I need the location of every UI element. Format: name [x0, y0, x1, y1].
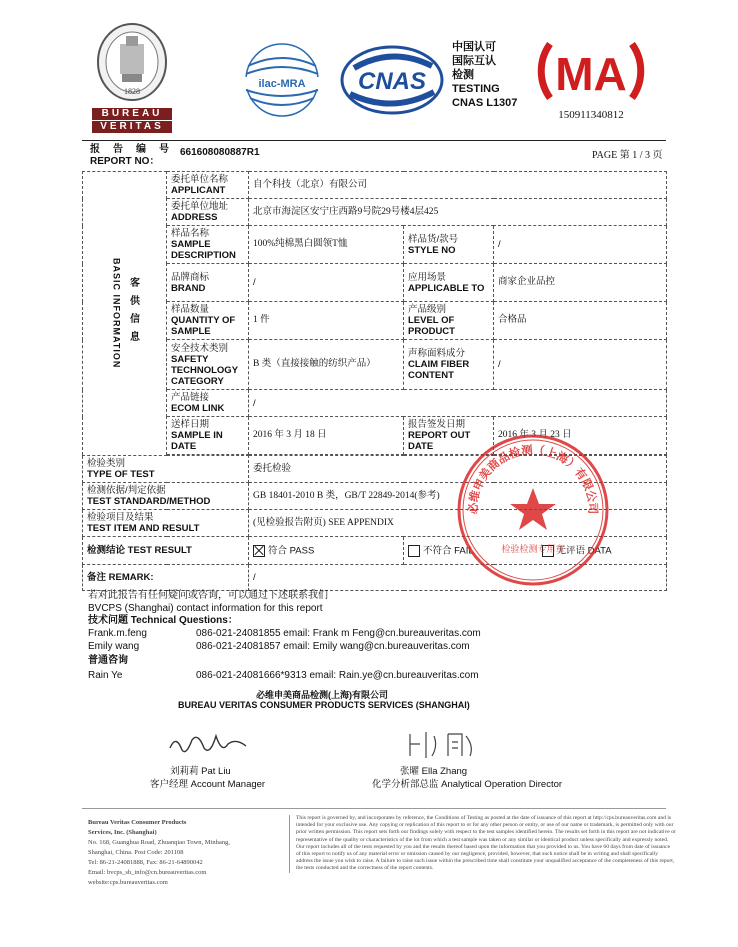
- safety-value: B 类（直接接触的纺织产品）: [249, 340, 404, 390]
- svg-text:ilac-MRA: ilac-MRA: [258, 78, 306, 90]
- company-name-cn: 必维申美商品检测(上海)有限公司: [256, 690, 388, 700]
- result-nodata-text: 无评语 DATA: [556, 545, 612, 557]
- svg-text:必维申美商品检测（上海）有限公司: 必维申美商品检测（上海）有限公司: [465, 442, 601, 515]
- applicable-label: 应用场景 APPLICABLE TO: [404, 264, 494, 302]
- official-red-stamp: [455, 432, 611, 588]
- claim-value: /: [494, 340, 667, 390]
- cma-mark-icon: [536, 38, 646, 104]
- report-no-label-cn: 报告编号: [90, 144, 182, 155]
- footer-line-6: Email: bvcps_sh_info@cn.bureauveritas.com: [88, 869, 207, 876]
- report-out-value: 2016 年 3 月 23 日: [494, 417, 667, 455]
- svg-text:1828: 1828: [124, 87, 140, 96]
- footer-company-info: [88, 818, 278, 888]
- result-pass-text: 符合 PASS: [268, 545, 315, 557]
- remark-value: /: [249, 565, 667, 591]
- bv-seal-icon: [92, 22, 172, 106]
- cnas-accreditation-text: [452, 40, 542, 110]
- contact-info-2: 086-021-24081857 email: Emily wang@cn.bureauveritas.com: [196, 641, 470, 652]
- footer-line-3: No. 168, Guanghua Road, Zhuanqiao Town, Minhang,: [88, 839, 230, 846]
- test-item-value: (见检验报告附页) SEE APPENDIX: [249, 510, 667, 537]
- sample-desc-label: 样品名称 SAMPLE DESCRIPTION: [167, 226, 249, 264]
- signer-left-title: 客户经理 Account Manager: [150, 779, 266, 790]
- test-standard-value: GB 18401-2010 B 类，GB/T 22849-2014(参考): [249, 483, 667, 510]
- applicable-value: 商家企业品控: [494, 264, 667, 302]
- svg-text:MA: MA: [555, 48, 627, 100]
- page-indicator: PAGE 第 1 / 3 页: [592, 150, 663, 161]
- ilac-globe-icon: [236, 40, 328, 122]
- footer-line-2: Services, Inc. (Shanghai): [88, 829, 157, 836]
- general-inquiry-heading: 普通咨询: [88, 655, 128, 666]
- contact-name-3: Rain Ye: [88, 670, 123, 681]
- footer-divider: [82, 808, 666, 809]
- stamp-seal-icon: [455, 432, 611, 588]
- footer-line-4: Shanghai, China. Post Code: 201108: [88, 849, 184, 856]
- test-type-label: 检验类别 TYPE OF TEST: [83, 456, 249, 483]
- bv-name-line1: BUREAU: [92, 108, 172, 120]
- cnas-cn-line2: 国际互认: [452, 55, 496, 67]
- ecom-value: /: [249, 390, 667, 417]
- result-pass-option[interactable]: [249, 537, 404, 565]
- sample-desc-value: 100%纯棉黑白圆领T恤: [249, 226, 404, 264]
- test-result-label: 检测结论 TEST RESULT: [83, 537, 249, 565]
- ecom-label: 产品链接 ECOM LINK: [167, 390, 249, 417]
- sample-in-label: 送样日期 SAMPLE IN DATE: [167, 417, 249, 455]
- basic-info-side-label: [83, 172, 167, 456]
- level-label: 产品级别 LEVEL OF PRODUCT: [404, 302, 494, 340]
- claim-label: 声称面料成分 CLAIM FIBER CONTENT: [404, 340, 494, 390]
- svg-text:检验检测专用章: 检验检测专用章: [501, 545, 565, 555]
- test-type-value: 委托检验: [249, 456, 667, 483]
- safety-label: 安全技术类别 SAFETY TECHNOLOGY CATEGORY: [167, 340, 249, 390]
- cma-number: 150911340812: [558, 109, 624, 121]
- quantity-label: 样品数量 QUANTITY OF SAMPLE: [167, 302, 249, 340]
- footer-line-7: website:cps.bureauveritas.com: [88, 879, 168, 886]
- cnas-en-line1: TESTING: [452, 83, 500, 95]
- bv-name-line2: VERITAS: [92, 121, 172, 133]
- remark-label: 备注 REMARK:: [83, 565, 249, 591]
- applicant-label: 委托单位名称 APPLICANT: [167, 172, 249, 199]
- signature-ella-zhang: [404, 726, 484, 762]
- basic-info-en: BASIC INFORMATION: [111, 258, 122, 369]
- cnas-cn-line3: 检测: [452, 69, 474, 81]
- test-standard-label: 检测依据/判定依据 TEST STANDARD/METHOD: [83, 483, 249, 510]
- tech-questions-heading: 技术问题 Technical Questions：: [88, 615, 238, 626]
- brand-value: /: [249, 264, 404, 302]
- signature-pat-liu: [166, 726, 250, 762]
- footer-line-1: Bureau Veritas Consumer Products: [88, 819, 187, 826]
- address-value: 北京市海淀区安宁庄西路9号院29号楼4层425: [249, 199, 667, 226]
- brand-label: 品牌商标 BRAND: [167, 264, 249, 302]
- footer-line-5: Tel: 86-21-24081888, Fax: 86-21-64890042: [88, 859, 203, 866]
- contact-info-3: 086-021-24081666*9313 email: Rain.ye@cn.bureauveritas.com: [196, 670, 479, 681]
- contact-info-1: 086-021-24081855 email: Frank m Feng@cn.bureauveritas.com: [196, 628, 481, 639]
- cnas-en-line2: CNAS L1307: [452, 97, 518, 109]
- quantity-value: 1 件: [249, 302, 404, 340]
- cma-logo: [536, 38, 646, 120]
- svg-text:CNAS: CNAS: [357, 68, 427, 95]
- sample-in-value: 2016 年 3 月 18 日: [249, 417, 404, 455]
- style-no-value: /: [494, 226, 667, 264]
- address-label: 委托单位地址 ADDRESS: [167, 199, 249, 226]
- signer-right-name: 张曜 Ella Zhang: [400, 766, 468, 777]
- ilac-mra-logo: [236, 40, 328, 122]
- contact-name-1: Frank.m.feng: [88, 628, 147, 639]
- result-fail-text: 不符合 FAIL: [423, 545, 474, 557]
- company-name-en: BUREAU VERITAS CONSUMER PRODUCTS SERVICES (SHANGHAI): [178, 700, 470, 710]
- contact-intro-en: BVCPS (Shanghai) contact information for this report: [88, 603, 323, 614]
- footer-legal-disclaimer: This report is governed by, and incorporates by reference, the Conditions of Testing as posted at the date of issuance of this report at http://cps.bureauveritas.com and is intended for your exclusive use. Any copying or replication of this report to or for any other person or entity, or use of our name or trademark, is permitted only with our prior written permission. This report sets forth our findings solely with respect to the test samples identified herein. The results set forth in this report are not indicative or representative of the quality or characteristics of the lot from which a test sample was taken or any similar or identical product unless specifically and expressly noted. Our report includes all of the tests requested by you and the results thereof based upon the information that you provided to us. You have 60 days from date of issuance of this report to notify us of any material error or omission caused by our negligence, provided, however, that such notice shall be in writing and shall specifically address the issue you wish to raise. A failure to raise such issue within the prescribed time shall constitute your unqualified acceptance of the completeness of this report, the tests conducted and the correctness of the report contents.: [289, 815, 676, 873]
- style-no-label: 样品货/款号 STYLE NO: [404, 226, 494, 264]
- level-value: 合格品: [494, 302, 667, 340]
- bureau-veritas-logo: [92, 22, 172, 130]
- contact-intro-cn: 若对此报告有任何疑问或咨询，可以通过下述联系我们: [88, 590, 328, 601]
- signer-right-title: 化学分析部总监 Analytical Operation Director: [372, 779, 563, 790]
- applicant-value: 自个科技（北京）有限公司: [249, 172, 667, 199]
- pass-checkbox[interactable]: [253, 545, 265, 557]
- test-item-label: 检验项目及结果 TEST ITEM AND RESULT: [83, 510, 249, 537]
- cnas-logo: [340, 44, 444, 116]
- signer-left-name: 刘莉莉 Pat Liu: [170, 766, 231, 777]
- cnas-cn-line1: 中国认可: [452, 41, 496, 53]
- basic-info-cn: 客供信息: [127, 277, 139, 350]
- fail-checkbox[interactable]: [408, 545, 420, 557]
- report-no-value: 661608080887R1: [180, 147, 260, 158]
- report-no-label-en: REPORT NO：: [90, 156, 160, 167]
- contact-name-2: Emily wang: [88, 641, 140, 652]
- report-out-label: 报告签发日期 REPORT OUT DATE: [404, 417, 494, 455]
- cnas-icon: [340, 44, 444, 116]
